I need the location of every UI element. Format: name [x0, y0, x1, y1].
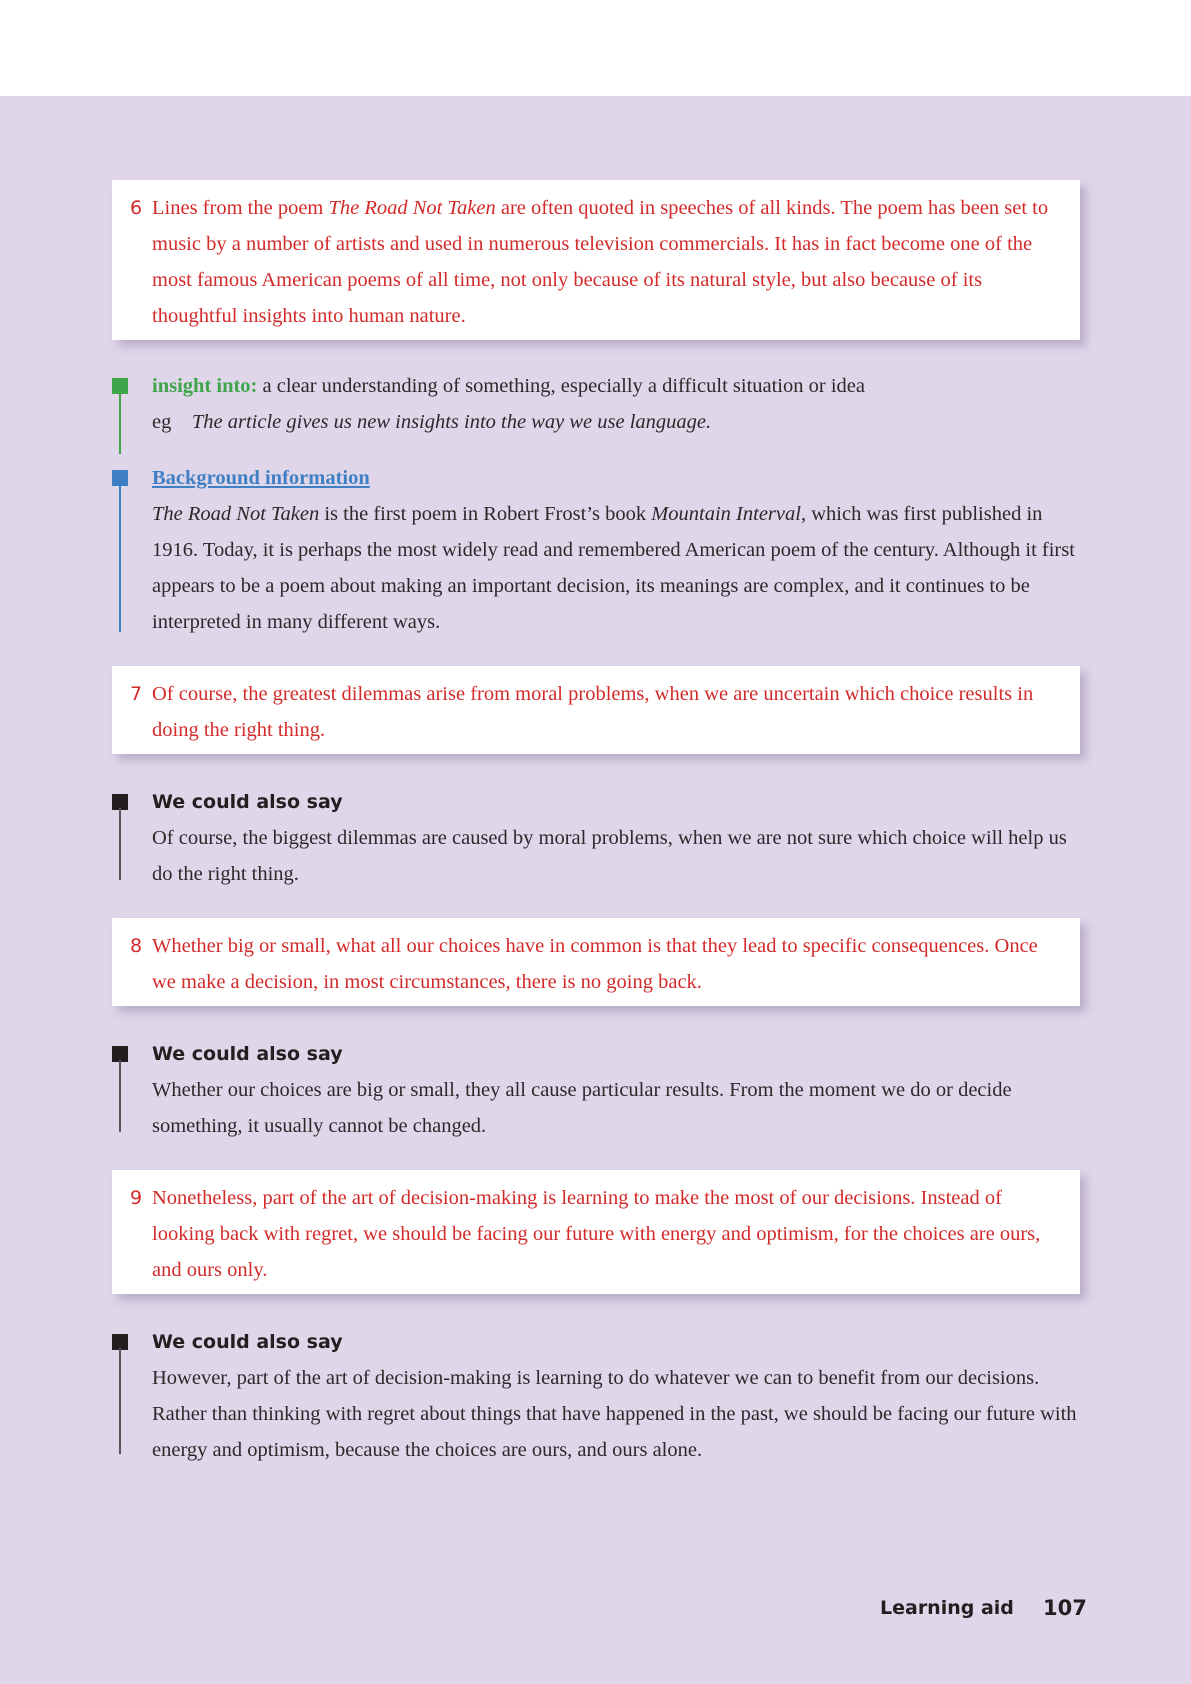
- alternative-note-7: [112, 791, 1092, 886]
- alternative-note-8: [112, 1043, 1092, 1138]
- also-say-heading: We could also say: [152, 1331, 343, 1353]
- footer-label: Learning aid: [880, 1597, 1014, 1619]
- background-text-part: , which was first published in 1916. Today, it is perhaps the most widely read and remembered American poem of the century. Although it first appears to be a poem about making an important decision, its meanings are complex, and it continues to be interpreted in many different ways.: [152, 503, 1075, 633]
- alternative-note-9: [112, 1331, 1092, 1462]
- paragraph-number: 6: [130, 197, 143, 219]
- green-rule: [119, 392, 121, 454]
- blue-rule: [119, 484, 121, 632]
- poem-title: The Road Not Taken: [328, 197, 496, 219]
- quote-text: Whether big or small, what all our choices have in common is that they lead to specific consequences. Once we make a decision, in most circumstances, there is no going back.: [152, 935, 1038, 993]
- rule: [119, 1060, 121, 1132]
- vocabulary-term: insight into:: [152, 375, 258, 397]
- background-body: [152, 460, 1092, 640]
- definition-text: a clear understanding of something, especially a difficult situation or idea: [257, 375, 865, 397]
- quote-box-9: [112, 1170, 1080, 1294]
- alternative-body: [152, 784, 1092, 892]
- background-text-part: is the first poem in Robert Frost’s book: [319, 503, 652, 525]
- paragraph-number: 8: [130, 935, 143, 957]
- quote-text-part: are often quoted in speeches of all kinds. The poem has been set to music by a number of artists and used in numerous television commercials. It has in fact become one of the most famous American poems of all time, not only because of its natural style, but also because of its thoughtful insights into human nature.: [152, 197, 1049, 327]
- background-heading: Background information: [152, 467, 370, 489]
- quote-text-part: Lines from the poem: [152, 197, 329, 219]
- poem-title: The Road Not Taken: [152, 503, 320, 525]
- example-sentence: The article gives us new insights into the way we use language.: [191, 411, 712, 433]
- alternative-body: [152, 1036, 1092, 1144]
- example-label: eg: [152, 411, 172, 433]
- quote-box-7: [112, 666, 1080, 754]
- alternative-text: However, part of the art of decision-making is learning to do whatever we can to benefit from our decisions. Rather than thinking with regret about things that have happened in the past, we should be facing our future with energy and optimism, because the choices are ours, and ours alone.: [152, 1367, 1077, 1461]
- quote-box-8: [112, 918, 1080, 1006]
- quote-text: [152, 190, 1060, 334]
- page-number: 107: [1043, 1596, 1087, 1620]
- quote-text: Nonetheless, part of the art of decision-making is learning to make the most of our decisions. Instead of looking back with regret, we should be facing our future with energy and optimism, for the choices are ours, and ours only.: [152, 1187, 1041, 1281]
- book-title: Mountain Interval: [651, 503, 801, 525]
- vocabulary-definition: [152, 368, 1092, 440]
- alternative-body: [152, 1324, 1092, 1468]
- vocabulary-note: [112, 376, 1092, 452]
- alternative-text: Of course, the biggest dilemmas are caused by moral problems, when we are not sure which choice will help us do the right thing.: [152, 827, 1067, 885]
- alternative-text: Whether our choices are big or small, they all cause particular results. From the moment we do or decide something, it usually cannot be changed.: [152, 1079, 1012, 1137]
- paragraph-number: 9: [130, 1187, 143, 1209]
- quote-box-6: [112, 180, 1080, 340]
- rule: [119, 1348, 121, 1454]
- also-say-heading: We could also say: [152, 1043, 343, 1065]
- also-say-heading: We could also say: [152, 791, 343, 813]
- background-note: [112, 468, 1092, 636]
- paragraph-number: 7: [130, 683, 143, 705]
- quote-text: Of course, the greatest dilemmas arise from moral problems, when we are uncertain which choice results in doing the right thing.: [152, 683, 1034, 741]
- rule: [119, 808, 121, 880]
